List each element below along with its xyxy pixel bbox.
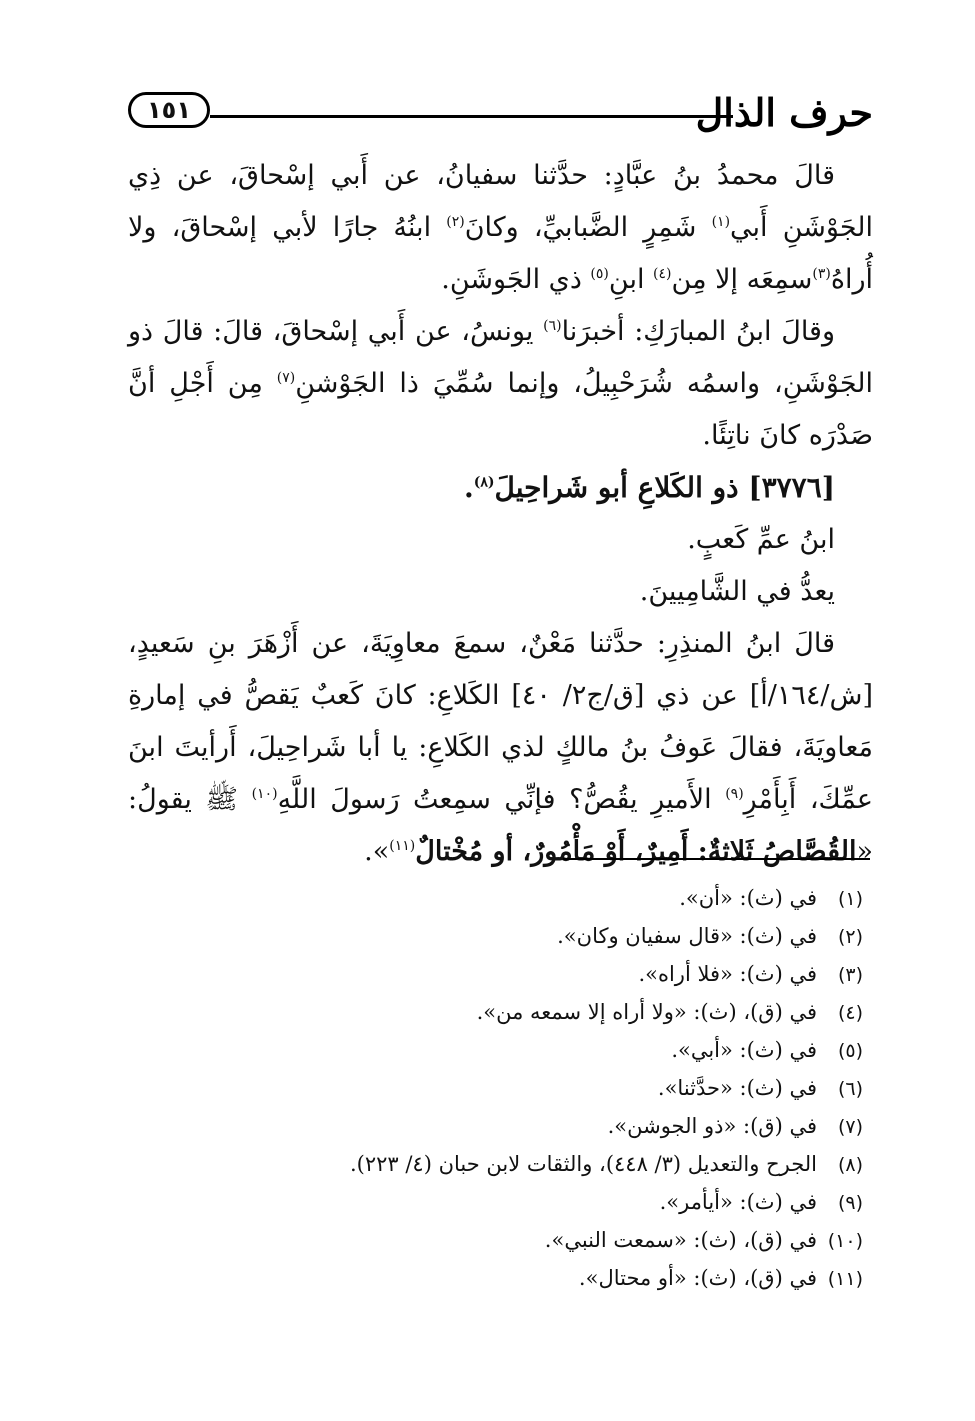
footnote-text: في (ث): «حدَّثنا».	[657, 1076, 817, 1100]
footnote-text: في (ق): «ذو الجوشن».	[607, 1114, 817, 1138]
footnote-number: (١٠)	[827, 1230, 863, 1252]
footnote-ref: (٨)	[473, 474, 495, 491]
footnote-text: في (ث): «قال سفيان وكان».	[557, 924, 817, 948]
footnote-item	[128, 1108, 863, 1146]
line-relation: ابنُ عمِّ كَعبٍ.	[687, 524, 835, 555]
text-span: ابنُهُ جارًا لأبي إسْحاقَ، ولا أُراهُ	[128, 212, 873, 295]
footnote-ref: (٣)	[812, 266, 831, 282]
footnote-ref: (١٠)	[251, 786, 278, 802]
footnote-text: في (ق)، (ث): «سمعت النبي».	[544, 1228, 817, 1252]
text-span: يونسُ، عن أَبي إسْحاقَ، قالَ: قالَ ذو الجَوْشَنِ، واسمُه شُرَحْبِيلُ، وإنما سُمِّيَ ذا الجَوْشنِ	[128, 316, 873, 399]
footnote-number: (٥)	[837, 1040, 863, 1062]
footnote-number: (١١)	[827, 1268, 863, 1290]
footnote-text: في (ق)، (ث): «أو محتال».	[578, 1266, 817, 1290]
footnote-item	[128, 1032, 863, 1070]
footnote-item	[128, 1070, 863, 1108]
footnote-number: (٢)	[837, 926, 863, 948]
text-span: ».	[364, 836, 390, 867]
line-region: يعدُّ في الشَّامِيينَ.	[639, 576, 835, 607]
footnote-text: الجرح والتعديل (٣/ ٤٤٨)، والثقات لابن حبان (٤/ ٢٢٣).	[349, 1152, 817, 1176]
page-header	[128, 88, 873, 148]
text-span: مِن أَجْلِ أنَّ صَدْرَه كانَ ناتِئًا.	[128, 368, 873, 451]
footnote-item	[128, 1146, 863, 1184]
text-span: ابنِ	[608, 264, 654, 295]
footnote-number: (٩)	[837, 1192, 863, 1214]
footnote-text: في (ث): «فلا أراه».	[638, 962, 817, 986]
footnote-ref: (٥)	[590, 266, 609, 282]
entry-heading	[128, 462, 873, 514]
header-rule	[210, 115, 733, 118]
footnote-ref: (٢)	[446, 214, 465, 230]
footnote-text: في (ق)، (ث): «ولا أراه إلا سمعه من».	[476, 1000, 817, 1024]
text-span: ﷺ يقولُ: «	[128, 784, 873, 867]
hadith-quote: القُصَّاصُ ثَلاثةٌ: أَمِيرٌ، أَوْ مَأْمُورٌ، أو مُخْتالٌ	[415, 836, 857, 867]
footnote-number: (٦)	[837, 1078, 863, 1100]
page-number-badge: ١٥١	[128, 92, 210, 128]
footnote-item	[128, 994, 863, 1032]
footnote-ref: (٦)	[543, 318, 562, 334]
paragraph-1	[128, 150, 873, 306]
footnote-item	[128, 918, 863, 956]
main-text	[128, 150, 873, 878]
footnote-ref: (١١)	[389, 838, 416, 854]
footnote-ref: (٧)	[276, 370, 296, 386]
text-span: قالَ محمدُ بنُ عبَّادٍ: حدَّثنا سفيانُ، عن أَبي إسْحاقَ، عن ذِي الجَوْشَنِ أَبي	[128, 160, 874, 243]
footnote-ref: (٩)	[725, 786, 744, 802]
chapter-title: حرف الذال	[695, 90, 873, 135]
text-span: شَمِرٍ الضَّبابيِّ، وكانَ	[464, 212, 712, 243]
paragraph-3	[128, 618, 873, 878]
footnote-number: (٣)	[837, 964, 863, 986]
footnote-text: في (ث): «أن».	[679, 886, 817, 910]
footnote-text: في (ث): «أبي».	[671, 1038, 817, 1062]
text-span: ذي الجَوشَنِ.	[441, 264, 591, 295]
text-span: .	[463, 471, 474, 504]
footnote-number: (٤)	[837, 1002, 863, 1024]
paragraph-2	[128, 306, 873, 462]
text-span: قالَ ابنُ المنذِرِ: حدَّثنا مَعْنٌ، سمعَ معاوِيَةَ، عن أَزْهَرَ بنِ سَعيدٍ، [ش/١٦٤/أ] عن ذي [ق/ج٢/ ٤٠] الكَلاعِ: كانَ كَعبٌ يَقصُّ في إمارةِ مَعاويَةَ، فقالَ عَوفُ بنُ مالكٍ لذي الكَلاعِ: يا أبا شَراحِيلَ، أَرأيتَ ابنَ عمِّكَ، أَبِأَمْرِ	[128, 628, 874, 815]
footnote-text: في (ث): «أيأمر».	[659, 1190, 817, 1214]
footnote-number: (١)	[837, 888, 863, 910]
footnote-ref: (١)	[711, 214, 731, 230]
footnote-number: (٨)	[837, 1154, 863, 1176]
text-span: وقالَ ابنُ المبارَكِ: أخبرَنا	[561, 316, 836, 347]
footnote-separator	[563, 858, 870, 860]
footnote-item	[128, 956, 863, 994]
text-span: الأَميرِ يقُصُّ؟ فإنِّي سمِعتُ رَسولَ اللَّهِ	[277, 784, 726, 815]
entry-label: [٣٧٧٦] ذو الكَلاعِ أبو شَراحِيلَ	[494, 471, 835, 504]
footnote-item	[128, 880, 863, 918]
footnote-ref: (٤)	[653, 266, 672, 282]
footnote-item	[128, 1260, 863, 1298]
footnote-number: (٧)	[837, 1116, 863, 1138]
text-span: سمِعَه إلا مِن	[671, 264, 813, 295]
footnotes	[128, 880, 863, 1298]
footnote-item	[128, 1222, 863, 1260]
footnote-item	[128, 1184, 863, 1222]
